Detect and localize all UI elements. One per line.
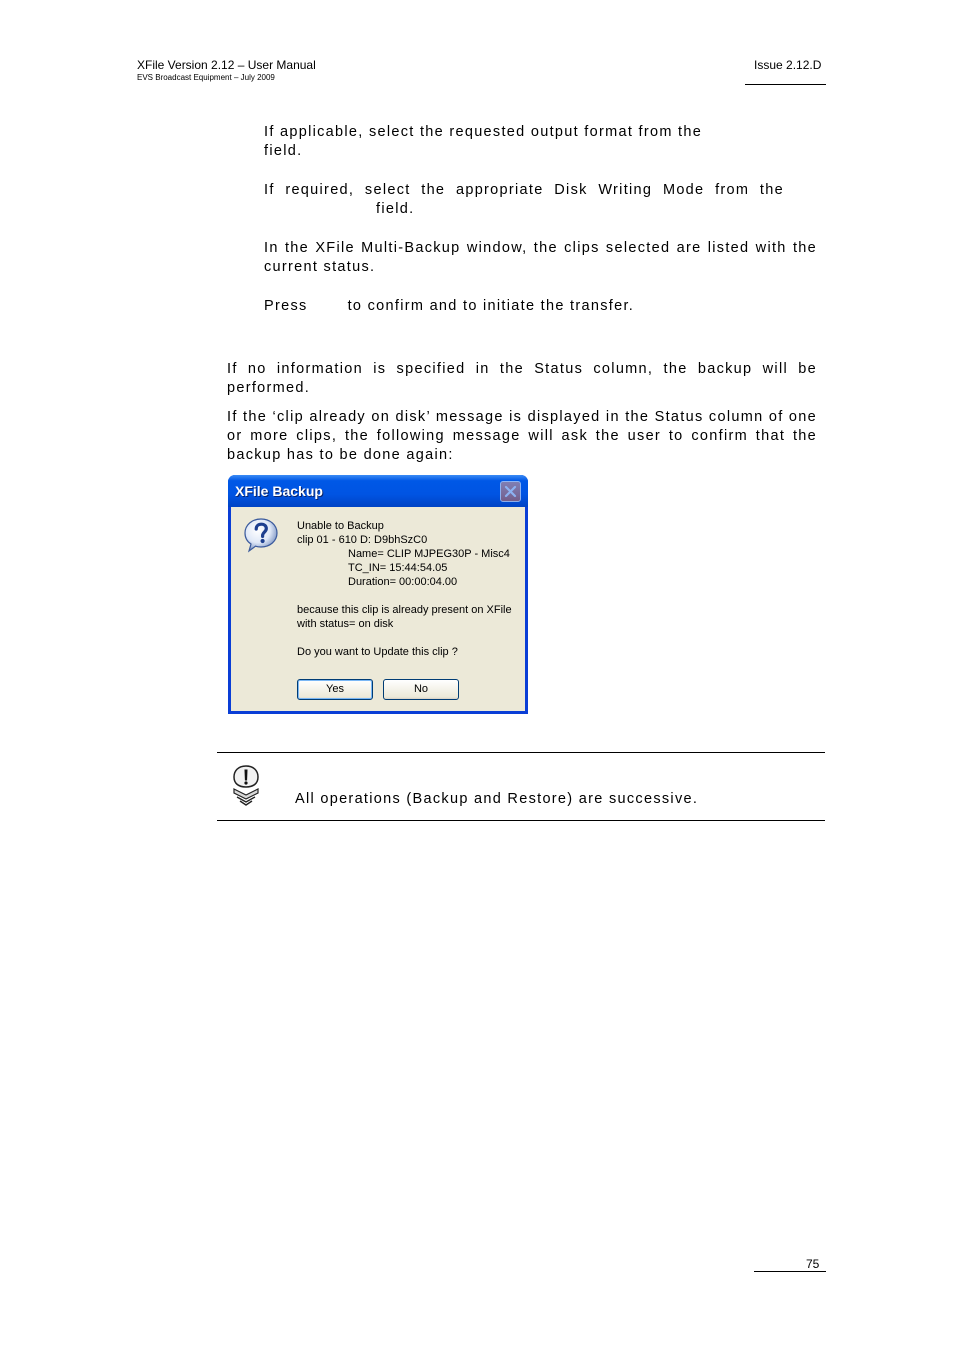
step-output-format — [264, 123, 734, 161]
step-text-rest: to confirm and to initiate the transfer. — [347, 298, 635, 314]
dialog-titlebar — [228, 475, 528, 507]
dialog-line: Unable to Backup — [297, 520, 384, 532]
issue-label: Issue 2.12.D — [754, 58, 822, 72]
close-icon[interactable] — [500, 481, 521, 502]
note-text: All operations (Backup and Restore) are successive. — [295, 791, 699, 807]
close-icon-glyph — [501, 482, 520, 501]
note-text-line: If no information is specified in the Status column, the backup will be — [227, 361, 817, 377]
dialog-line: TC_IN= 15:44:54.05 — [348, 562, 448, 574]
clip-on-disk-paragraph — [227, 408, 817, 465]
dialog-body — [231, 507, 525, 711]
dialog-line: Name= CLIP MJPEG30P - Misc4 — [348, 548, 510, 560]
step-text-line: If required, select the appropriate Disk Writing Mode from the — [264, 182, 784, 198]
document-subtitle: EVS Broadcast Equipment – July 2009 — [137, 73, 275, 82]
note-text-line: If the ‘clip already on disk’ message is displayed in the Status column of one — [227, 409, 817, 425]
step-confirm-transfer — [264, 297, 634, 316]
dialog-line: Duration= 00:00:04.00 — [348, 576, 458, 588]
xfile-backup-dialog — [228, 475, 528, 714]
dialog-line: clip 01 - 610 D: D9bhSzC0 — [297, 534, 428, 546]
dialog-message — [297, 519, 512, 659]
note-text-line: performed. — [227, 380, 311, 396]
note-divider-bottom — [217, 820, 825, 821]
header-divider — [745, 84, 826, 85]
footer-divider — [754, 1271, 826, 1272]
step-disk-writing-mode — [264, 181, 784, 219]
step-text-press: Press — [264, 298, 308, 314]
dialog-title: XFile Backup — [235, 483, 323, 499]
dialog-line: because this clip is already present on XFile — [297, 604, 512, 616]
note-text-line: or more clips, the following message will ask the user to confirm that the — [227, 428, 817, 444]
no-button[interactable]: No — [383, 679, 459, 700]
step-text-line: field. — [376, 201, 415, 217]
yes-button[interactable]: Yes — [297, 679, 373, 700]
note-divider-top — [217, 752, 825, 753]
step-text-line: current status. — [264, 259, 376, 275]
step-text-line: field. — [264, 143, 303, 159]
status-note-paragraph — [227, 360, 817, 398]
dialog-line: with status= on disk — [297, 618, 394, 630]
document-title: XFile Version 2.12 – User Manual — [137, 58, 316, 72]
step-text-line: If applicable, select the requested output format from the — [264, 124, 703, 140]
dialog-line: Do you want to Update this clip ? — [297, 646, 458, 658]
warning-note-icon — [228, 764, 264, 806]
note-text-line: backup has to be done again: — [227, 447, 454, 463]
step-text-line: In the XFile Multi-Backup window, the clips selected are listed with the — [264, 240, 817, 256]
step-multi-backup-window — [264, 239, 817, 277]
question-icon — [242, 516, 280, 554]
page-number: 75 — [806, 1257, 820, 1271]
